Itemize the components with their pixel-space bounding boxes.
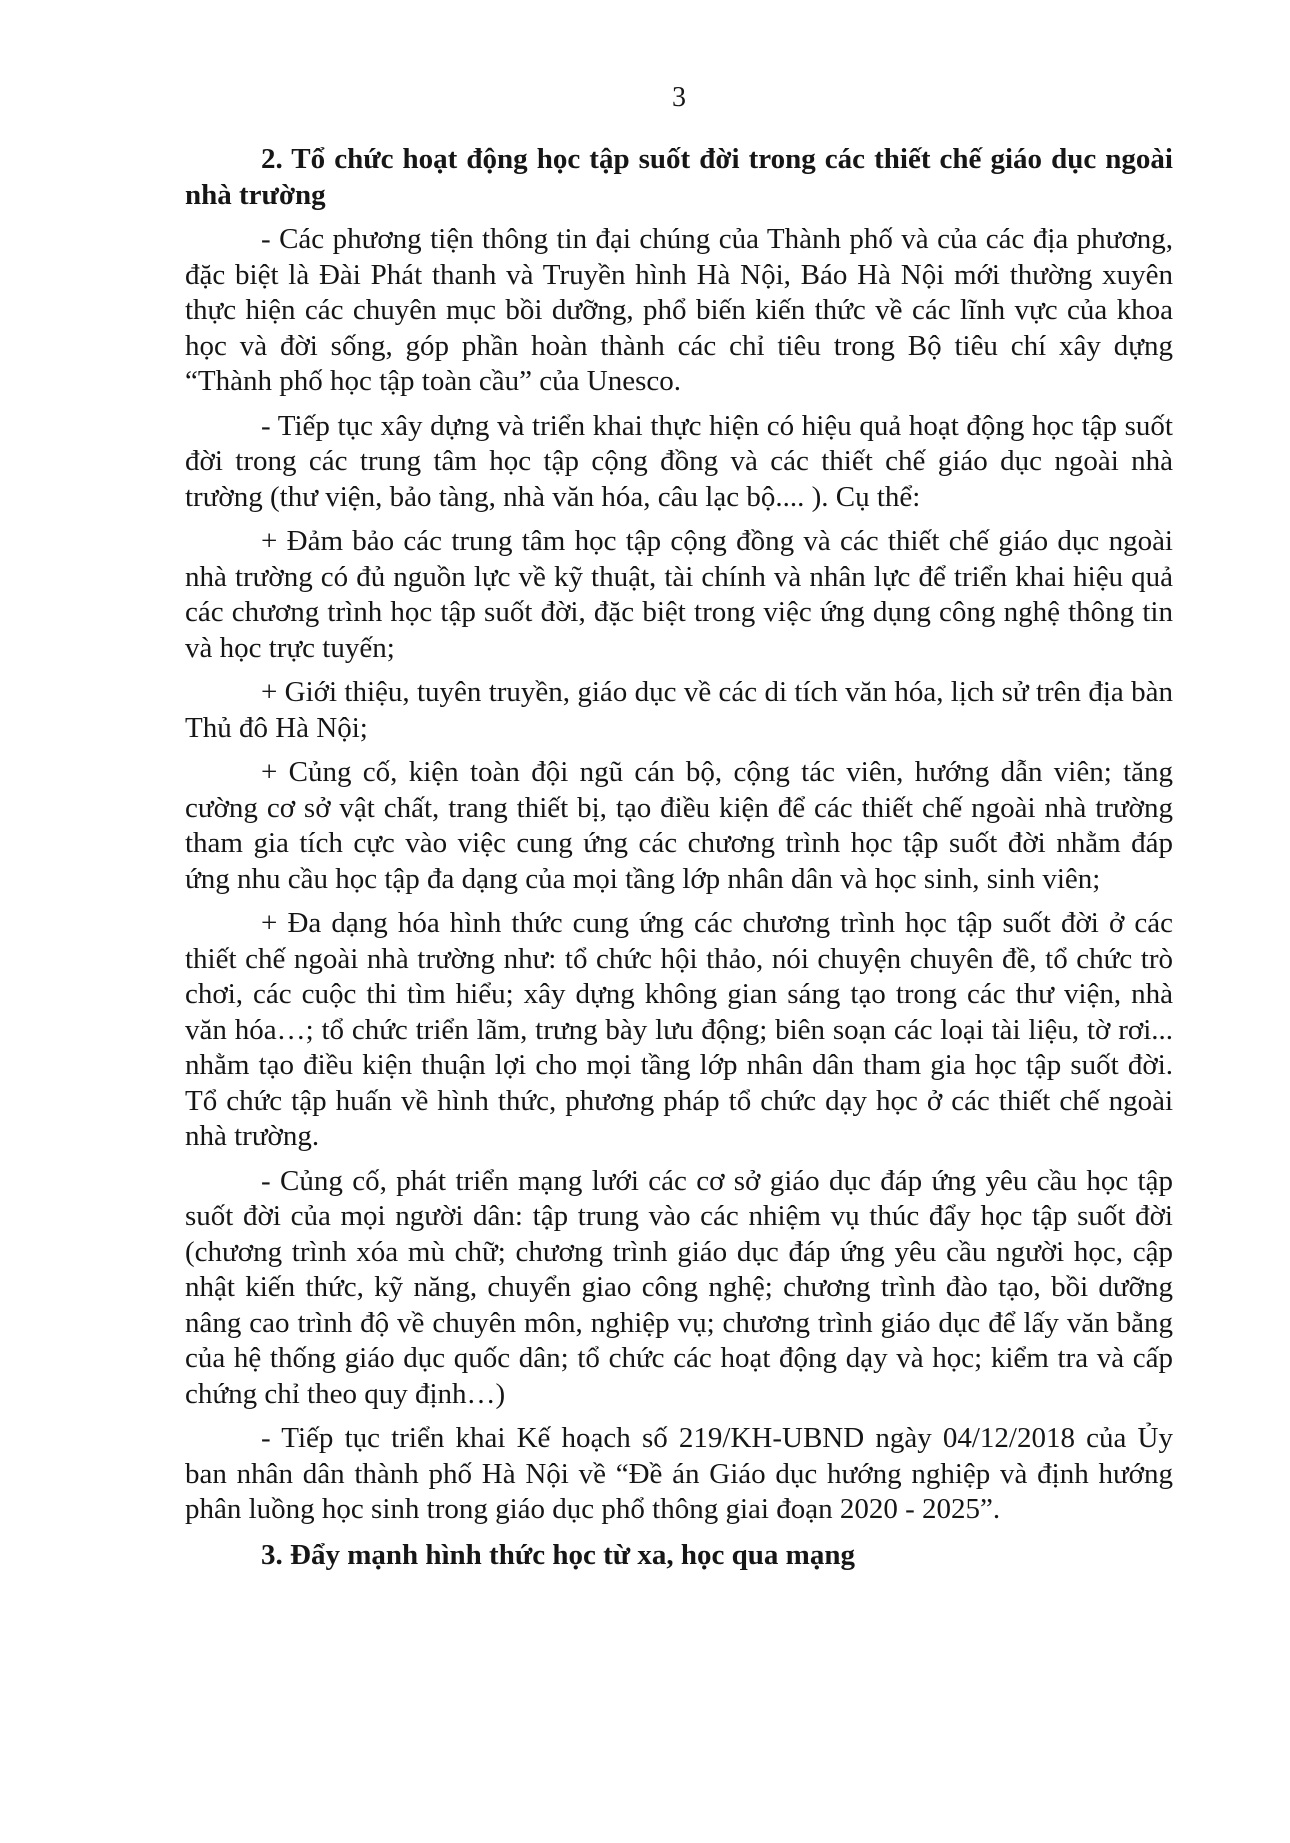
- paragraph-mass-media: - Các phương tiện thông tin đại chúng của Thành phố và của các địa phương, đặc biệt là Đài Phát thanh và Truyền hình Hà Nội, Báo Hà Nội mới thường xuyên thực hiện các chuyên mục bồi dưỡng, phổ biến kiến thức về các lĩnh vực của khoa học và đời sống, góp phần hoàn thành các chỉ tiêu trong Bộ tiêu chí xây dựng “Thành phố học tập toàn cầu” của Unesco.: [185, 223, 1173, 397]
- paragraph-diversify: + Đa dạng hóa hình thức cung ứng các chương trình học tập suốt đời ở các thiết chế ngoài nhà trường như: tổ chức hội thảo, nói chuyện chuyên đề, tổ chức trò chơi, các cuộc thi tìm hiểu; xây dựng không gian sáng tạo trong các thư viện, nhà văn hóa…; tổ chức triển lãm, trưng bày lưu động; biên soạn các loại tài liệu, tờ rơi... nhằm tạo điều kiện thuận lợi cho mọi tầng lớp nhân dân tham gia học tập suốt đời. Tổ chức tập huấn về hình thức, phương pháp tổ chức dạy học ở các thiết chế ngoài nhà trường.: [185, 907, 1173, 1152]
- section-heading-2: 2. Tổ chức hoạt động học tập suốt đời trong các thiết chế giáo dục ngoài nhà trường: [185, 143, 1173, 211]
- paragraph-resources: + Đảm bảo các trung tâm học tập cộng đồng và các thiết chế giáo dục ngoài nhà trường có đủ nguồn lực về kỹ thuật, tài chính và nhân lực để triển khai hiệu quả các chương trình học tập suốt đời, đặc biệt trong việc ứng dụng công nghệ thông tin và học trực tuyến;: [185, 525, 1173, 664]
- paragraph-lifelong-learning: - Tiếp tục xây dựng và triển khai thực hiện có hiệu quả hoạt động học tập suốt đời trong các trung tâm học tập cộng đồng và các thiết chế giáo dục ngoài nhà trường (thư viện, bảo tàng, nhà văn hóa, câu lạc bộ.... ). Cụ thể:: [185, 409, 1173, 513]
- paragraph-heritage: + Giới thiệu, tuyên truyền, giáo dục về các di tích văn hóa, lịch sử trên địa bàn Thủ đô Hà Nội;: [185, 676, 1173, 744]
- page-number: 3: [672, 82, 686, 113]
- document-body: [185, 142, 1173, 1573]
- section-heading-3: 3. Đẩy mạnh hình thức học từ xa, học qua mạng: [261, 1538, 855, 1571]
- paragraph-plan-219: - Tiếp tục triển khai Kế hoạch số 219/KH-UBND ngày 04/12/2018 của Ủy ban nhân dân thành phố Hà Nội về “Đề án Giáo dục hướng nghiệp và định hướng phân luồng học sinh trong giáo dục phổ thông giai đoạn 2020 - 2025”.: [185, 1422, 1173, 1525]
- paragraph-staff: + Củng cố, kiện toàn đội ngũ cán bộ, cộng tác viên, hướng dẫn viên; tăng cường cơ sở vật chất, trang thiết bị, tạo điều kiện để các thiết chế ngoài nhà trường tham gia tích cực vào việc cung ứng các chương trình học tập suốt đời nhằm đáp ứng nhu cầu học tập đa dạng của mọi tầng lớp nhân dân và học sinh, sinh viên;: [185, 756, 1173, 895]
- paragraph-network: - Củng cố, phát triển mạng lưới các cơ sở giáo dục đáp ứng yêu cầu học tập suốt đời của mọi người dân: tập trung vào các nhiệm vụ thúc đẩy học tập suốt đời (chương trình xóa mù chữ; chương trình giáo dục đáp ứng yêu cầu người học, cập nhật kiến thức, kỹ năng, chuyển giao công nghệ; chương trình đào tạo, bồi dưỡng nâng cao trình độ về chuyên môn, nghiệp vụ; chương trình giáo dục để lấy văn bằng của hệ thống giáo dục quốc dân; tổ chức các hoạt động dạy và học; kiểm tra và cấp chứng chỉ theo quy định…): [185, 1164, 1173, 1410]
